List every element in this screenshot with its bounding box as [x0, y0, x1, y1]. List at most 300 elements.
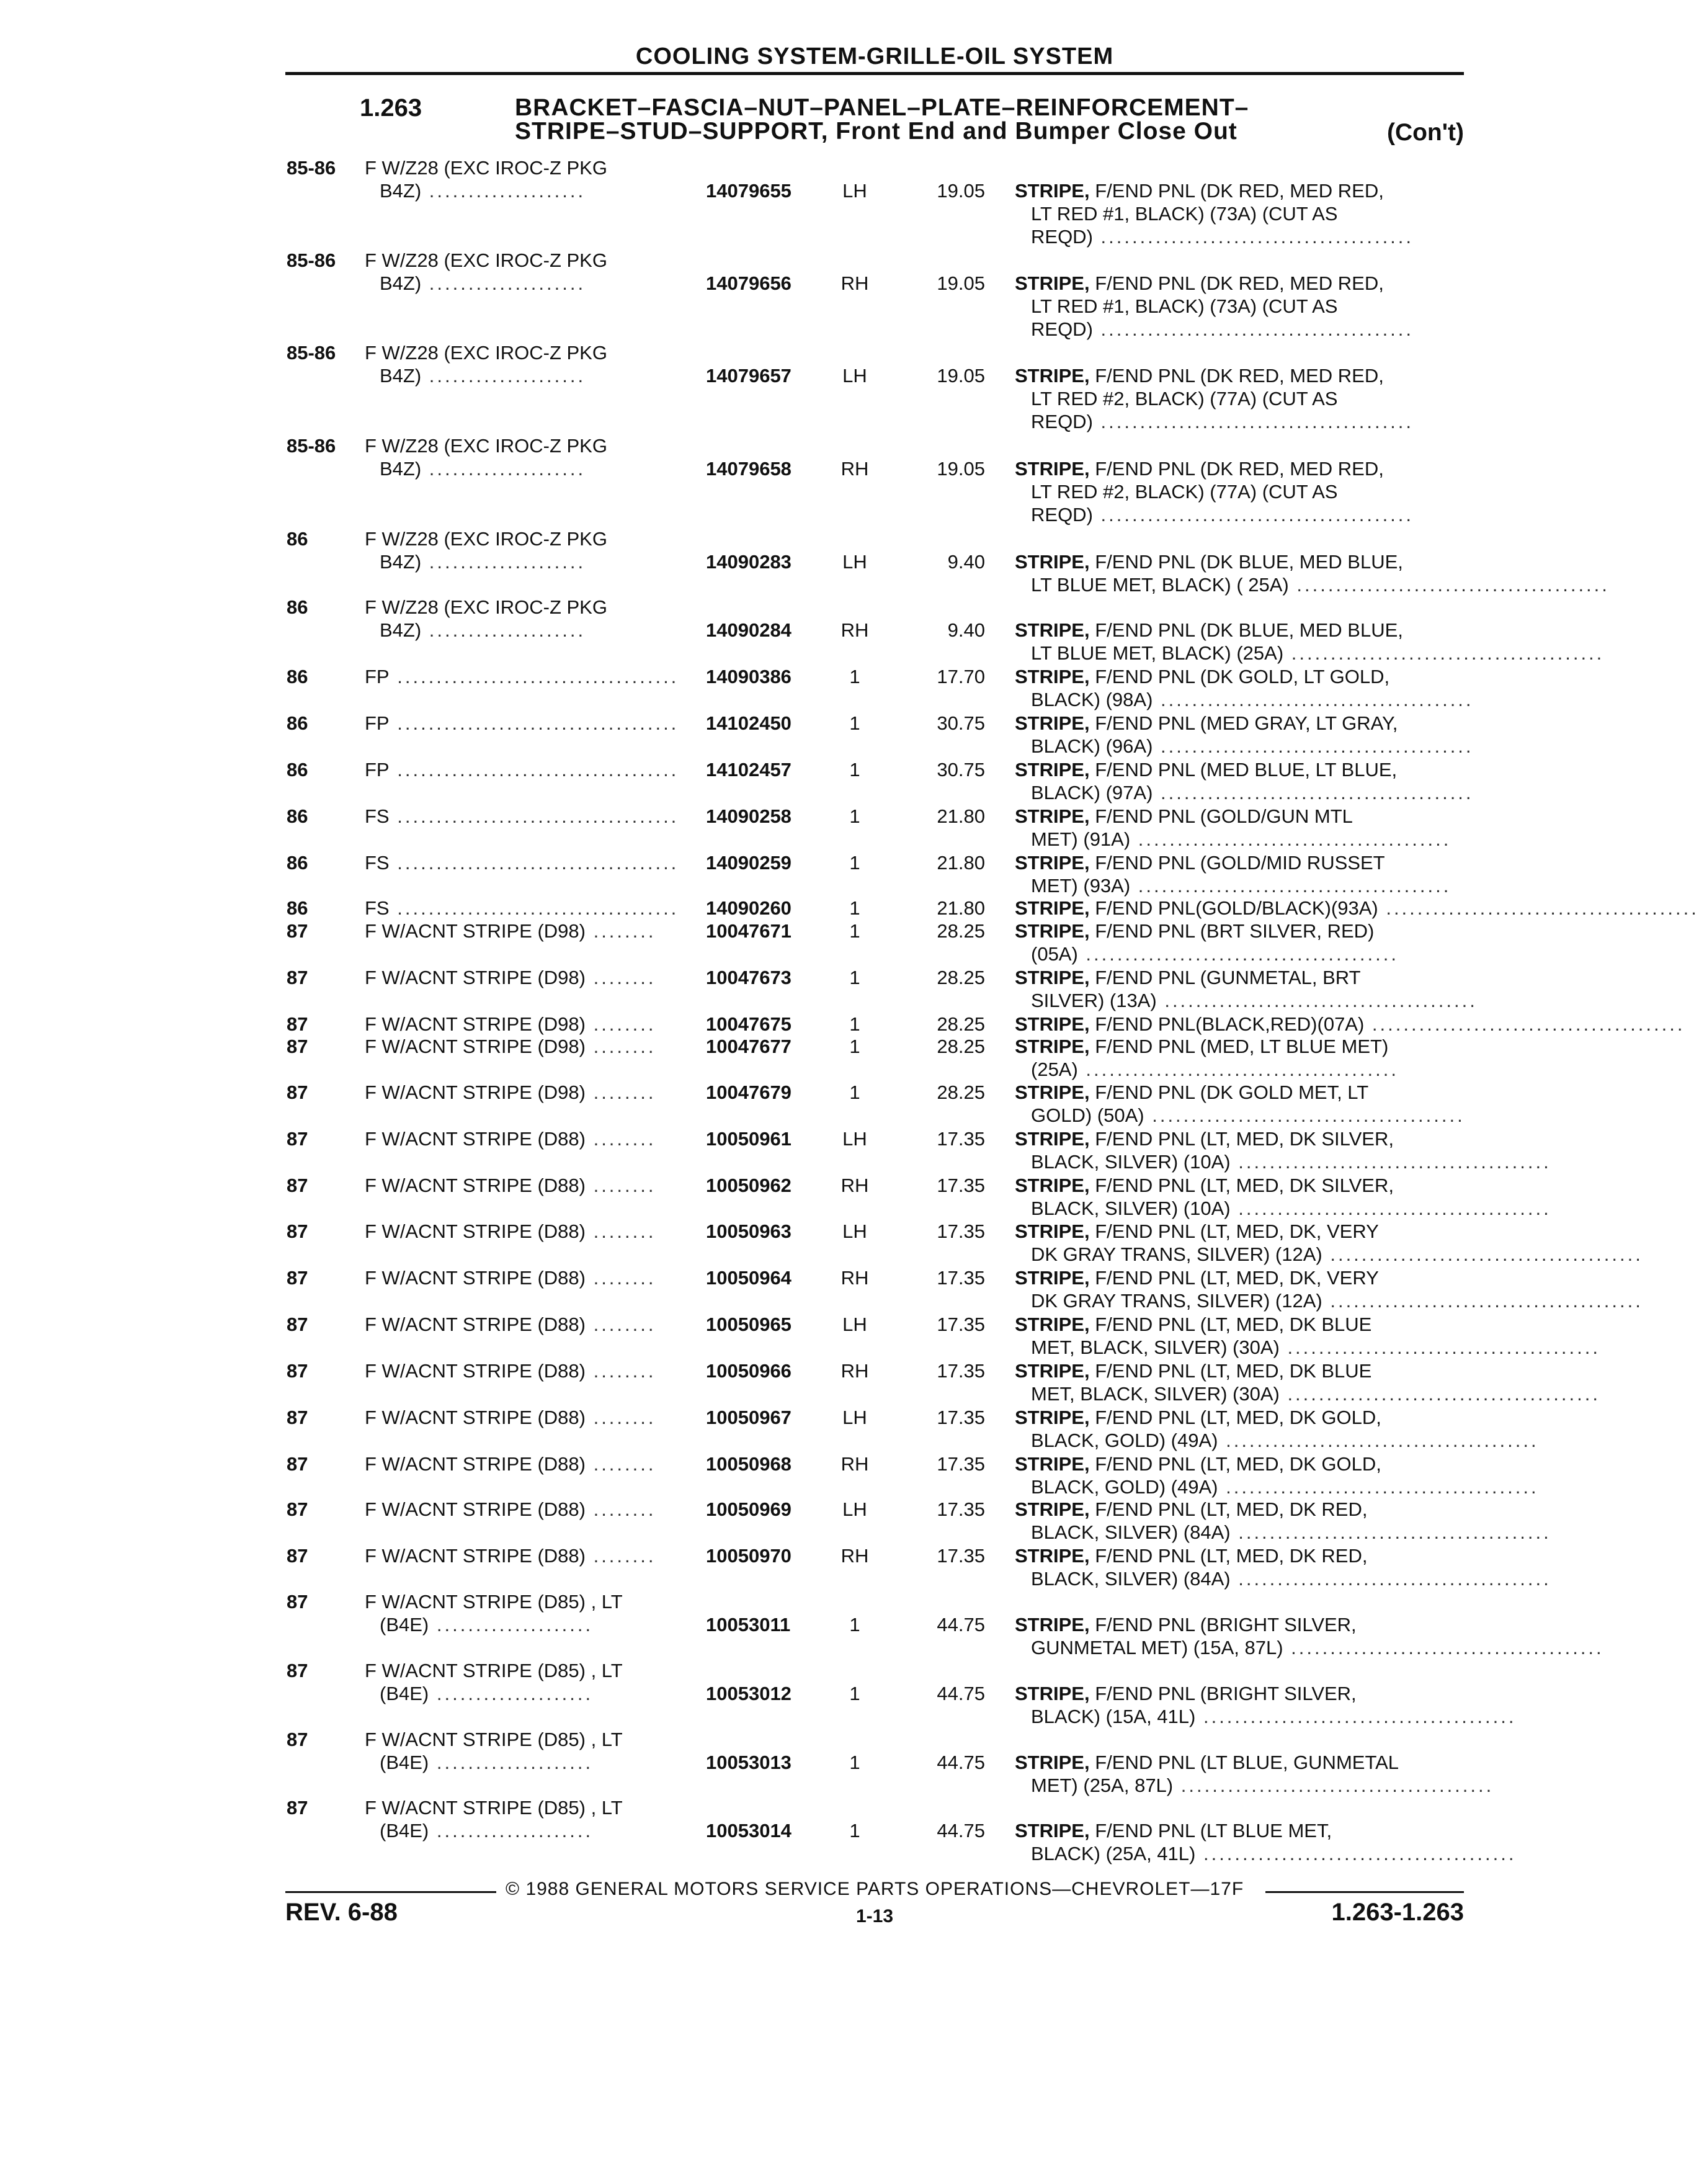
application-cont	[380, 1682, 593, 1705]
description-text: F/END PNL (DK GOLD MET, LT	[1095, 1081, 1369, 1103]
leader-dots: ........	[585, 1036, 656, 1057]
description-line	[1015, 1313, 1468, 1336]
quantity: RH	[841, 619, 869, 641]
leader-dots: ....................................	[389, 852, 679, 874]
part-number: 14090260	[706, 897, 792, 919]
application-cont-text: (B4E)	[380, 1614, 429, 1636]
leader-dots: ........................................	[1153, 689, 1474, 710]
quantity: 1	[849, 666, 860, 687]
quantity: 1	[849, 852, 860, 874]
item-name: STRIPE,	[1015, 1752, 1090, 1773]
description-text: F/END PNL (GUNMETAL, BRT	[1095, 967, 1361, 988]
model-year: 87	[287, 1081, 308, 1103]
description-line	[1015, 1081, 1468, 1104]
part-number: 10047675	[706, 1013, 792, 1035]
application-text: F W/ACNT STRIPE (D88)	[365, 1498, 586, 1520]
description-text: DK GRAY TRANS, SILVER) (12A)	[1031, 1290, 1322, 1312]
model-year: 86	[287, 712, 308, 734]
quantity: 1	[849, 1081, 860, 1103]
description-text: F/END PNL (LT, MED, DK RED,	[1095, 1498, 1368, 1520]
item-name: STRIPE,	[1015, 551, 1090, 573]
part-number: 14102457	[706, 759, 792, 781]
application-text: F W/ACNT STRIPE (D98)	[365, 920, 586, 942]
item-name: STRIPE,	[1015, 1545, 1090, 1567]
application-text: FS	[365, 852, 390, 874]
description-line	[1015, 1220, 1468, 1243]
description-text: F/END PNL (DK RED, MED RED,	[1095, 180, 1384, 202]
description-text: F/END PNL (LT, MED, DK, VERY	[1095, 1220, 1379, 1242]
leader-dots: ....................................	[389, 712, 679, 734]
price: 19.05	[937, 365, 985, 387]
leader-dots: ....................	[421, 458, 586, 480]
price: 21.80	[937, 852, 985, 874]
footer-rule-right	[1265, 1891, 1464, 1893]
model-year: 86	[287, 666, 308, 687]
leader-dots: ....................................	[389, 805, 679, 827]
quantity: 1	[849, 712, 860, 734]
item-name: STRIPE,	[1015, 759, 1090, 781]
price: 44.75	[937, 1820, 985, 1842]
price: 19.05	[937, 458, 985, 480]
application-text: F W/Z28 (EXC IROC-Z PKG	[365, 157, 607, 179]
description-text: F/END PNL (MED, LT BLUE MET)	[1095, 1036, 1389, 1057]
leader-dots: ....................	[421, 551, 586, 573]
description-line	[1015, 781, 1474, 804]
description-line	[1015, 1636, 1604, 1659]
application-cont-text: (B4E)	[380, 1752, 429, 1773]
description-text: MET) (25A, 87L)	[1031, 1774, 1174, 1796]
description-text: LT RED #1, BLACK) (73A) (CUT AS	[1031, 295, 1338, 317]
application	[365, 1035, 656, 1058]
leader-dots: ........................................	[1156, 990, 1478, 1011]
leader-dots: ........................................	[1195, 1843, 1517, 1864]
price: 44.75	[937, 1614, 985, 1636]
description-text: F/END PNL (LT BLUE MET,	[1095, 1820, 1332, 1842]
model-year: 87	[287, 1545, 308, 1567]
model-year: 85-86	[287, 249, 336, 271]
price: 17.35	[937, 1128, 985, 1150]
quantity: 1	[849, 1820, 860, 1842]
description-text: F/END PNL (GOLD/GUN MTL	[1095, 805, 1353, 827]
quantity: RH	[841, 458, 869, 480]
description-line	[1015, 735, 1474, 758]
application-text: FS	[365, 805, 390, 827]
part-number: 14090284	[706, 619, 792, 641]
description-line	[1015, 897, 1699, 920]
leader-dots: ........	[585, 967, 656, 988]
group-title-line1: BRACKET–FASCIA–NUT–PANEL–PLATE–REINFORCEMENT–	[515, 94, 1249, 121]
description-text: F/END PNL (BRIGHT SILVER,	[1095, 1614, 1357, 1636]
description-text: LT RED #2, BLACK) (77A) (CUT AS	[1031, 481, 1338, 503]
leader-dots: ........	[585, 1128, 656, 1150]
price: 17.35	[937, 1498, 985, 1520]
copyright-line: © 1988 GENERAL MOTORS SERVICE PARTS OPERATIONS—CHEVROLET—17F	[506, 1879, 1244, 1899]
application-text: F W/ACNT STRIPE (D85) , LT	[365, 1729, 623, 1750]
price: 17.35	[937, 1453, 985, 1475]
description-text: REQD)	[1031, 226, 1093, 248]
application	[365, 966, 656, 989]
leader-dots: ........................................	[1283, 1637, 1604, 1658]
item-name: STRIPE,	[1015, 1220, 1090, 1242]
part-number: 14079655	[706, 180, 792, 202]
item-name: STRIPE,	[1015, 967, 1090, 988]
application-text: F W/ACNT STRIPE (D85) , LT	[365, 1591, 623, 1613]
application-text: F W/Z28 (EXC IROC-Z PKG	[365, 435, 607, 457]
part-number: 10053013	[706, 1752, 792, 1773]
application-text: F W/ACNT STRIPE (D88)	[365, 1175, 586, 1196]
description	[1015, 1751, 1494, 1797]
description-line	[1015, 1382, 1600, 1405]
description-text: F/END PNL (DK BLUE, MED BLUE,	[1095, 619, 1403, 641]
application-text: F W/ACNT STRIPE (D98)	[365, 967, 586, 988]
leader-dots: ........	[585, 1453, 656, 1475]
model-year: 87	[287, 1660, 308, 1681]
leader-dots: ........................................	[1218, 1476, 1539, 1498]
description-line	[1015, 387, 1468, 410]
description-text: F/END PNL (LT, MED, DK BLUE	[1095, 1360, 1372, 1382]
leader-dots: ........................................	[1195, 1706, 1517, 1727]
description-text: BLACK) (97A)	[1031, 782, 1153, 803]
description-text: BLACK, SILVER) (10A)	[1031, 1197, 1231, 1219]
price: 19.05	[937, 180, 985, 202]
model-year: 87	[287, 1175, 308, 1196]
application	[365, 434, 607, 457]
quantity: RH	[841, 1267, 869, 1289]
description-line	[1015, 1429, 1539, 1452]
application-cont-text: (B4E)	[380, 1820, 429, 1842]
quantity: LH	[842, 180, 867, 202]
description-line	[1015, 1127, 1468, 1150]
application	[365, 596, 607, 619]
leader-dots: ........................................	[1230, 1197, 1551, 1219]
part-number: 10050970	[706, 1545, 792, 1567]
application-cont	[380, 550, 586, 573]
quantity: LH	[842, 551, 867, 573]
description-text: BLACK) (15A, 41L)	[1031, 1706, 1196, 1727]
leader-dots: ........................................	[1092, 318, 1414, 340]
part-number: 14079656	[706, 272, 792, 294]
description-text: F/END PNL (DK RED, MED RED,	[1095, 365, 1384, 387]
leader-dots: ........	[585, 1175, 656, 1196]
application-text: F W/ACNT STRIPE (D98)	[365, 1081, 586, 1103]
leader-dots: ........................................	[1230, 1521, 1551, 1543]
description-line	[1015, 295, 1468, 318]
item-name: STRIPE,	[1015, 272, 1090, 294]
description-line	[1015, 1842, 1517, 1865]
description-line	[1015, 828, 1468, 851]
part-number: 10050961	[706, 1128, 792, 1150]
quantity: RH	[841, 1175, 869, 1196]
description-text: F/END PNL (LT, MED, DK RED,	[1095, 1545, 1368, 1567]
description-text: F/END PNL (LT, MED, DK SILVER,	[1095, 1128, 1394, 1150]
description-line	[1015, 179, 1468, 202]
leader-dots: ....................	[429, 1614, 594, 1636]
description-text: LT RED #1, BLACK) (73A) (CUT AS	[1031, 203, 1338, 225]
part-number: 10050968	[706, 1453, 792, 1475]
price: 17.35	[937, 1175, 985, 1196]
description-text: MET) (93A)	[1031, 875, 1131, 897]
description-line	[1015, 573, 1610, 596]
description-text: LT RED #2, BLACK) (77A) (CUT AS	[1031, 388, 1338, 410]
description-text: F/END PNL (DK BLUE, MED BLUE,	[1095, 551, 1403, 573]
description	[1015, 457, 1468, 526]
application	[365, 1013, 656, 1036]
price: 28.25	[937, 1036, 985, 1057]
application	[365, 1220, 656, 1243]
item-name: STRIPE,	[1015, 920, 1090, 942]
application-text: F W/Z28 (EXC IROC-Z PKG	[365, 596, 607, 618]
description-text: F/END PNL (MED BLUE, LT BLUE,	[1095, 759, 1398, 781]
application-text: F W/ACNT STRIPE (D88)	[365, 1407, 586, 1428]
description-line	[1015, 503, 1468, 526]
leader-dots: ........	[585, 1314, 656, 1335]
revision-label: REV. 6-88	[285, 1899, 398, 1926]
application	[365, 1544, 656, 1567]
leader-dots: ........	[585, 1267, 656, 1289]
description-line	[1015, 1035, 1468, 1058]
description	[1015, 1819, 1517, 1865]
leader-dots: ........	[585, 1081, 656, 1103]
model-year: 87	[287, 1267, 308, 1289]
description-text: (25A)	[1031, 1058, 1078, 1080]
application	[365, 758, 679, 781]
description	[1015, 897, 1699, 920]
application-text: F W/ACNT STRIPE (D98)	[365, 1036, 586, 1057]
description	[1015, 1544, 1551, 1590]
leader-dots: ........................................	[1378, 897, 1699, 919]
item-name: STRIPE,	[1015, 1683, 1090, 1704]
description-text: BLACK) (98A)	[1031, 689, 1153, 710]
part-number: 10053014	[706, 1820, 792, 1842]
application-cont-text: B4Z)	[380, 619, 422, 641]
description-line	[1015, 642, 1605, 665]
description-text: F/END PNL (LT BLUE, GUNMETAL	[1095, 1752, 1399, 1773]
application-text: F W/ACNT STRIPE (D88)	[365, 1128, 586, 1150]
application-text: F W/ACNT STRIPE (D88)	[365, 1545, 586, 1567]
quantity: 1	[849, 920, 860, 942]
application-text: F W/ACNT STRIPE (D85) , LT	[365, 1660, 623, 1681]
description-text: F/END PNL (LT, MED, DK GOLD,	[1095, 1407, 1381, 1428]
description-line	[1015, 457, 1468, 480]
description-line	[1015, 1243, 1643, 1266]
description-text: MET, BLACK, SILVER) (30A)	[1031, 1383, 1280, 1405]
quantity: LH	[842, 1407, 867, 1428]
price: 17.70	[937, 666, 985, 687]
part-number: 14090258	[706, 805, 792, 827]
quantity: 1	[849, 897, 860, 919]
description-line	[1015, 851, 1468, 874]
price: 28.25	[937, 1081, 985, 1103]
leader-dots: ........................................	[1218, 1430, 1539, 1451]
leader-dots: ........................................	[1153, 782, 1474, 803]
leader-dots: ........................................	[1230, 1568, 1551, 1590]
part-number: 10047673	[706, 967, 792, 988]
application	[365, 1174, 656, 1197]
quantity: 1	[849, 1013, 860, 1035]
description	[1015, 1266, 1643, 1312]
application	[365, 1498, 656, 1521]
description	[1015, 1127, 1551, 1173]
model-year: 87	[287, 1036, 308, 1057]
item-name: STRIPE,	[1015, 619, 1090, 641]
description-line	[1015, 1819, 1468, 1842]
leader-dots: ........................................	[1130, 875, 1452, 897]
model-year: 87	[287, 1128, 308, 1150]
description-text: MET) (91A)	[1031, 828, 1131, 850]
model-year: 87	[287, 1591, 308, 1613]
application-cont	[380, 179, 586, 202]
description	[1015, 851, 1468, 897]
item-name: STRIPE,	[1015, 458, 1090, 480]
leader-dots: ........................................	[1230, 1151, 1551, 1173]
model-year: 87	[287, 1797, 308, 1819]
group-range: 1.263-1.263	[1331, 1899, 1464, 1926]
item-name: STRIPE,	[1015, 1036, 1090, 1057]
description	[1015, 1452, 1539, 1498]
application-cont-text: B4Z)	[380, 180, 422, 202]
description-line	[1015, 1289, 1643, 1312]
part-number: 10050965	[706, 1314, 792, 1335]
description-line	[1015, 665, 1468, 688]
description-text: MET, BLACK, SILVER) (30A)	[1031, 1336, 1280, 1358]
description	[1015, 966, 1478, 1012]
leader-dots: ........................................	[1279, 1336, 1600, 1358]
part-number: 10050969	[706, 1498, 792, 1520]
description-line	[1015, 1058, 1468, 1081]
description	[1015, 1406, 1539, 1452]
application-text: F W/Z28 (EXC IROC-Z PKG	[365, 342, 607, 364]
item-name: STRIPE,	[1015, 1407, 1090, 1428]
model-year: 86	[287, 759, 308, 781]
page-number: 1-13	[856, 1906, 894, 1927]
application-text: F W/ACNT STRIPE (D85) , LT	[365, 1797, 623, 1819]
price: 17.35	[937, 1220, 985, 1242]
quantity: LH	[842, 1128, 867, 1150]
item-name: STRIPE,	[1015, 666, 1090, 687]
model-year: 86	[287, 528, 308, 550]
description-line	[1015, 619, 1468, 642]
item-name: STRIPE,	[1015, 712, 1090, 734]
description-text: F/END PNL (LT, MED, DK GOLD,	[1095, 1453, 1381, 1475]
description-line	[1015, 1544, 1468, 1567]
leader-dots: ........................................	[1077, 1058, 1399, 1080]
item-name: STRIPE,	[1015, 1820, 1090, 1842]
model-year: 87	[287, 1220, 308, 1242]
description-text: BLACK, SILVER) (84A)	[1031, 1521, 1231, 1543]
application-text: FS	[365, 897, 390, 919]
description-line	[1015, 364, 1468, 387]
price: 17.35	[937, 1267, 985, 1289]
leader-dots: ........................................	[1322, 1243, 1643, 1265]
quantity: 1	[849, 1683, 860, 1704]
application	[365, 341, 607, 364]
part-number: 14090386	[706, 666, 792, 687]
application	[365, 1590, 623, 1613]
description-line	[1015, 1150, 1551, 1173]
description-line	[1015, 1475, 1539, 1498]
page-footer	[285, 1879, 1464, 1953]
leader-dots: ........................................	[1288, 574, 1610, 596]
item-name: STRIPE,	[1015, 1175, 1090, 1196]
part-number: 10050963	[706, 1220, 792, 1242]
leader-dots: ....................	[421, 272, 586, 294]
leader-dots: ........	[585, 1407, 656, 1428]
leader-dots: ........	[585, 920, 656, 942]
description-line	[1015, 989, 1478, 1012]
model-year: 85-86	[287, 157, 336, 179]
quantity: LH	[842, 1498, 867, 1520]
item-name: STRIPE,	[1015, 1267, 1090, 1289]
leader-dots: ....................	[429, 1683, 594, 1704]
application	[365, 1127, 656, 1150]
item-name: STRIPE,	[1015, 1081, 1090, 1103]
price: 9.40	[947, 619, 985, 641]
leader-dots: ........................................	[1279, 1383, 1600, 1405]
price: 21.80	[937, 805, 985, 827]
description-line	[1015, 202, 1468, 225]
leader-dots: ....................................	[389, 759, 679, 781]
price: 44.75	[937, 1683, 985, 1704]
leader-dots: ........	[585, 1360, 656, 1382]
description-line	[1015, 1498, 1468, 1521]
description-line	[1015, 1174, 1468, 1197]
item-name: STRIPE,	[1015, 805, 1090, 827]
description	[1015, 1359, 1600, 1405]
part-number: 10047677	[706, 1036, 792, 1057]
description-text: BLACK, GOLD) (49A)	[1031, 1476, 1218, 1498]
description	[1015, 1313, 1600, 1359]
model-year: 85-86	[287, 342, 336, 364]
price: 30.75	[937, 712, 985, 734]
description-line	[1015, 1013, 1685, 1036]
description-line	[1015, 480, 1468, 503]
description-text: F/END PNL(BLACK,RED)(07A)	[1095, 1013, 1365, 1035]
leader-dots: ........	[585, 1498, 656, 1520]
description-text: REQD)	[1031, 318, 1093, 340]
description-line	[1015, 410, 1468, 433]
description-text: F/END PNL (GOLD/MID RUSSET	[1095, 852, 1385, 874]
application	[365, 1359, 656, 1382]
leader-dots: ........................................	[1092, 411, 1414, 432]
leader-dots: ........................................	[1153, 735, 1474, 757]
description-line	[1015, 1751, 1468, 1774]
application-text: F W/ACNT STRIPE (D88)	[365, 1360, 586, 1382]
price: 9.40	[947, 551, 985, 573]
footer-rule-left	[285, 1891, 496, 1893]
item-name: STRIPE,	[1015, 1128, 1090, 1150]
price: 19.05	[937, 272, 985, 294]
application	[365, 1452, 656, 1475]
application-text: F W/ACNT STRIPE (D98)	[365, 1013, 586, 1035]
application-cont	[380, 619, 586, 642]
application-text: FP	[365, 759, 390, 781]
leader-dots: ........................................	[1144, 1104, 1465, 1126]
leader-dots: ....................................	[389, 666, 679, 687]
quantity: LH	[842, 1314, 867, 1335]
model-year: 87	[287, 1498, 308, 1520]
application-text: FP	[365, 712, 390, 734]
quantity: 1	[849, 1752, 860, 1773]
price: 17.35	[937, 1545, 985, 1567]
price: 21.80	[937, 897, 985, 919]
application-text: F W/Z28 (EXC IROC-Z PKG	[365, 249, 607, 271]
description-line	[1015, 272, 1468, 295]
application-cont	[380, 1819, 593, 1842]
description-line	[1015, 1452, 1468, 1475]
application	[365, 1266, 656, 1289]
description-line	[1015, 1336, 1600, 1359]
description-text: GUNMETAL MET) (15A, 87L)	[1031, 1637, 1283, 1658]
